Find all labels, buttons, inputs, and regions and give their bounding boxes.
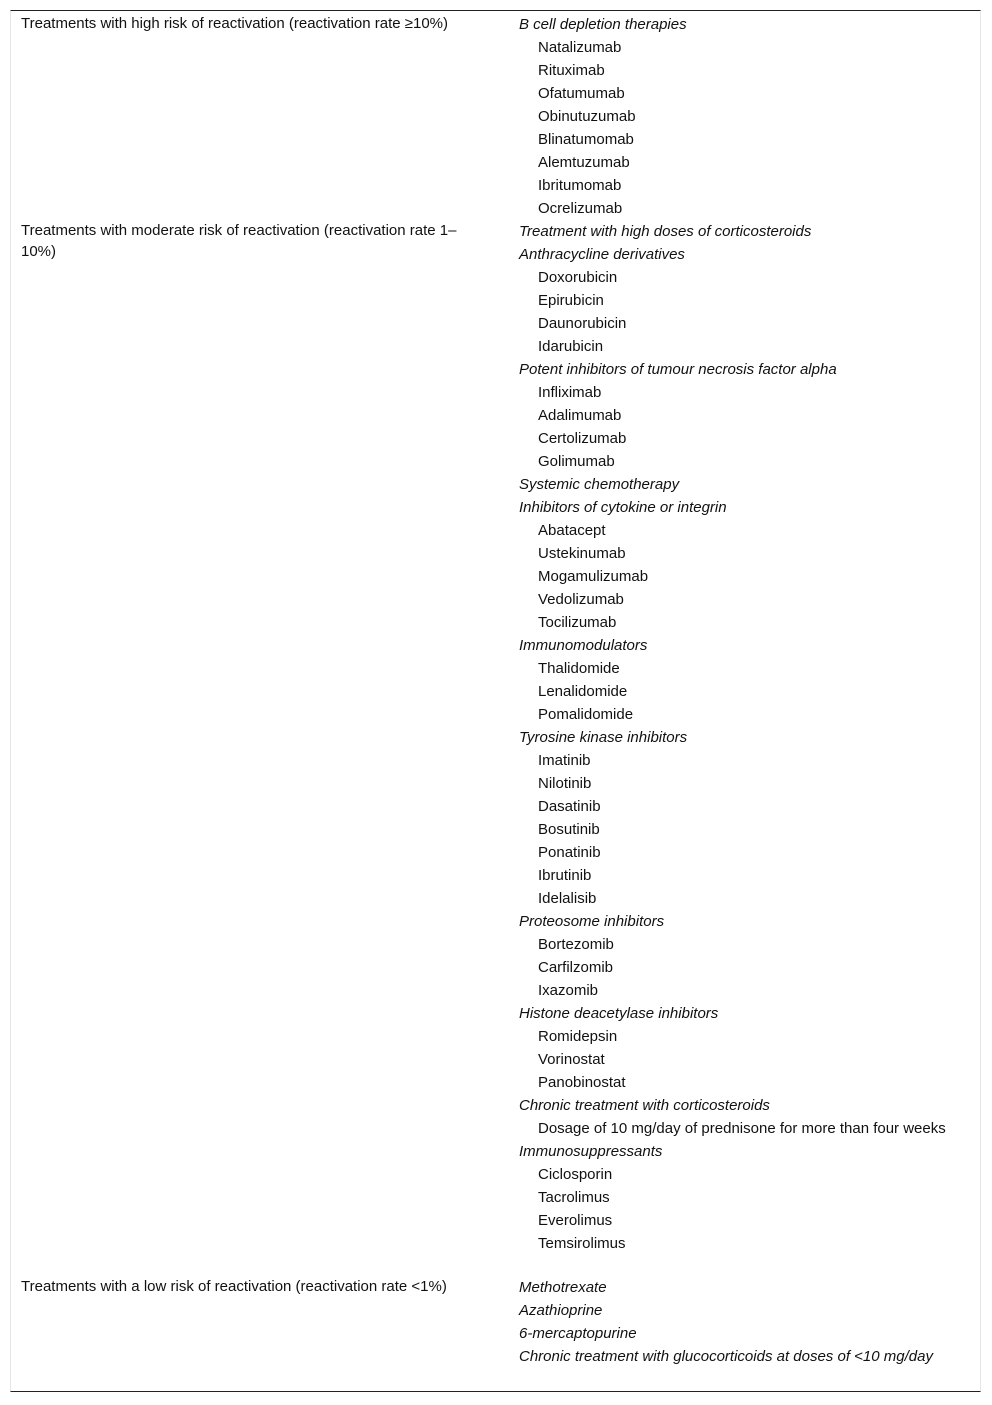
drug-item: Obinutuzumab [538,108,636,125]
category-heading: Treatment with high doses of corticosteroids [519,223,812,240]
drug-item: Pomalidomide [538,706,634,723]
drug-item: Ponatinib [538,844,601,861]
drug-item: Blinatumomab [538,131,634,148]
drug-item: Vedolizumab [538,591,624,608]
drug-item: Ibrutinib [538,867,592,884]
drug-item: Rituximab [538,62,605,79]
category-heading: Tyrosine kinase inhibitors [519,729,688,746]
reactivation-risk-table [10,10,981,1392]
drug-item: Thalidomide [538,660,620,677]
category-heading: Inhibitors of cytokine or integrin [519,499,727,516]
drug-item: Ofatumumab [538,85,625,102]
drug-item: Golimumab [538,453,615,470]
drug-item: Idelalisib [538,890,597,907]
category-heading: Histone deacetylase inhibitors [519,1005,719,1022]
drug-item: Adalimumab [538,407,622,424]
category-heading: Immunomodulators [519,637,648,654]
drug-item: Tacrolimus [538,1189,610,1206]
drug-item: Lenalidomide [538,683,628,700]
category-heading: Immunosuppressants [519,1143,663,1160]
drug-item: Bortezomib [538,936,614,953]
drug-item: Vorinostat [538,1051,605,1068]
category-heading: 6-mercaptopurine [519,1325,637,1342]
category-heading: B cell depletion therapies [519,16,687,33]
drug-item: Everolimus [538,1212,613,1229]
treatment-list [519,1276,949,1367]
row-label: Treatments with moderate risk of reactivation (reactivation rate 1–10%) [21,222,457,260]
drug-item: Ocrelizumab [538,200,623,217]
drug-item: Imatinib [538,752,591,769]
row-label: Treatments with high risk of reactivation (reactivation rate ≥10%) [21,15,449,32]
drug-item: Romidepsin [538,1028,618,1045]
drug-item: Nilotinib [538,775,592,792]
drug-item: Tocilizumab [538,614,617,631]
drug-item: Idarubicin [538,338,604,355]
treatment-list [519,13,949,220]
category-heading: Azathioprine [519,1302,603,1319]
drug-item: Dasatinib [538,798,601,815]
drug-item: Infliximab [538,384,602,401]
row-label: Treatments with a low risk of reactivation (reactivation rate <1%) [21,1278,447,1295]
drug-item: Carfilzomib [538,959,614,976]
drug-item: Daunorubicin [538,315,627,332]
category-heading: Proteosome inhibitors [519,913,665,930]
drug-item: Epirubicin [538,292,604,309]
category-heading: Anthracycline derivatives [519,246,685,263]
drug-item: Temsirolimus [538,1235,626,1252]
category-heading: Potent inhibitors of tumour necrosis factor alpha [519,361,837,378]
drug-item: Mogamulizumab [538,568,649,585]
treatment-list [519,220,949,1255]
drug-item: Ustekinumab [538,545,626,562]
drug-item: Certolizumab [538,430,627,447]
category-heading: Chronic treatment with glucocorticoids at doses of <10 mg/day [519,1348,933,1365]
drug-item: Bosutinib [538,821,600,838]
drug-item: Ibritumomab [538,177,622,194]
drug-item: Natalizumab [538,39,622,56]
drug-item: Ixazomib [538,982,599,999]
drug-item: Abatacept [538,522,606,539]
drug-item: Ciclosporin [538,1166,613,1183]
drug-item: Alemtuzumab [538,154,630,171]
category-heading: Methotrexate [519,1279,607,1296]
drug-item: Dosage of 10 mg/day of prednisone for more than four weeks [538,1120,946,1137]
drug-item: Doxorubicin [538,269,618,286]
category-heading: Systemic chemotherapy [519,476,680,493]
drug-item: Panobinostat [538,1074,626,1091]
category-heading: Chronic treatment with corticosteroids [519,1097,770,1114]
